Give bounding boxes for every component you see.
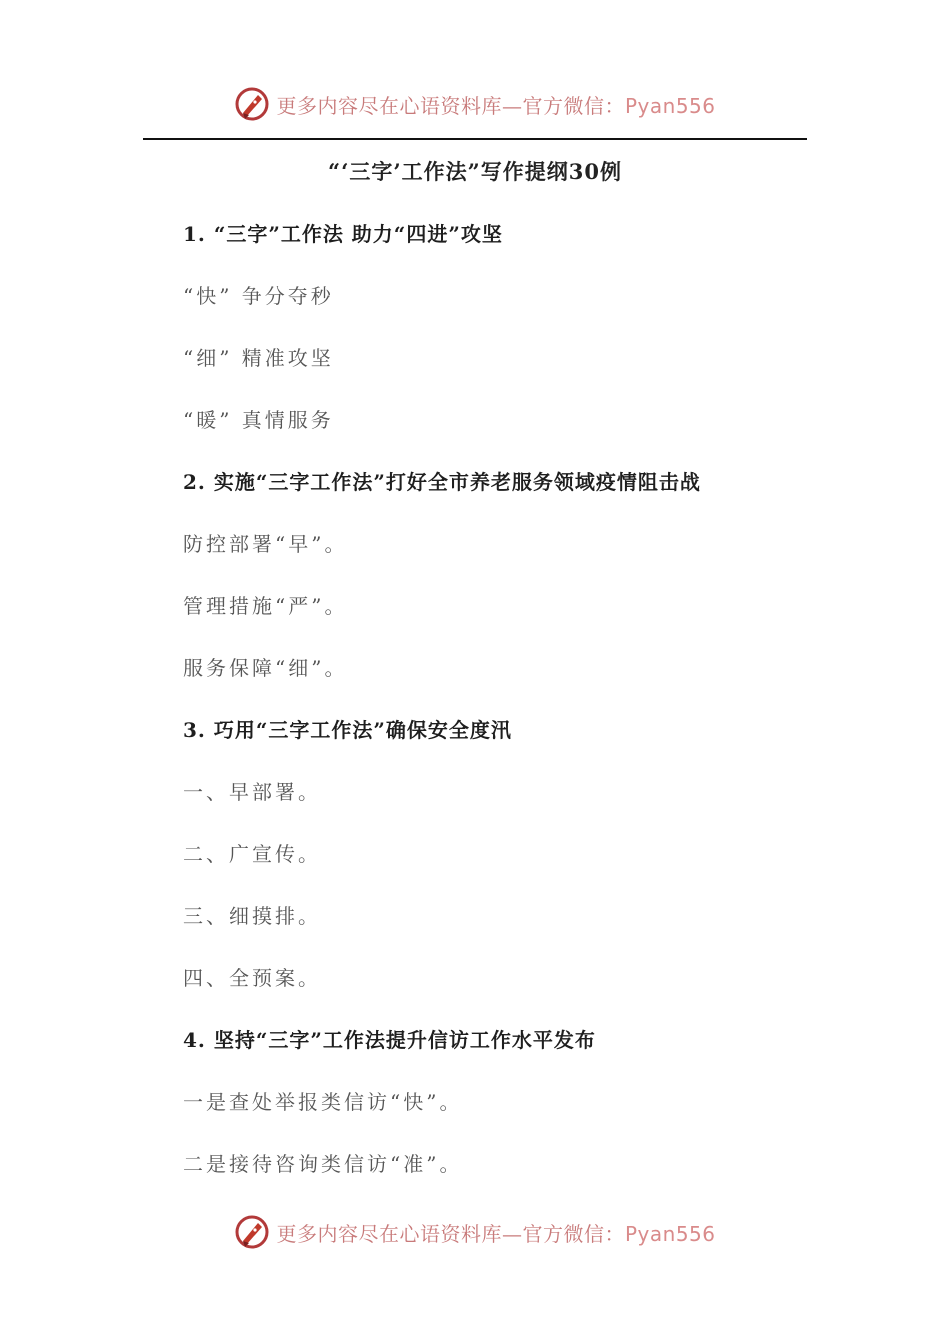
pen-nib-logo-icon [234,1214,270,1250]
section-heading: 4. 坚持“三字”工作法提升信访工作水平发布 [183,1028,596,1052]
list-item: 管理措施“严”。 [183,594,348,618]
section-heading: 3. 巧用“三字工作法”确保安全度汛 [183,718,512,742]
list-item: 防控部署“早”。 [183,532,348,556]
footer-banner [0,1210,950,1254]
list-item: 一是查处举报类信访“快”。 [183,1090,463,1114]
list-item: “细” 精准攻坚 [183,346,334,370]
banner-text: 更多内容尽在心语资料库—官方微信：Pyan556 [276,93,716,118]
section-heading: 1. “三字”工作法 助力“四进”攻坚 [183,222,503,246]
list-item: 服务保障“细”。 [183,656,348,680]
list-item: 三、细摸排。 [183,904,321,928]
section-heading: 2. 实施“三字工作法”打好全市养老服务领域疫情阻击战 [183,470,701,494]
list-item: 四、全预案。 [183,966,321,990]
list-item: “暖” 真情服务 [183,408,334,432]
pen-nib-logo-icon [234,86,270,122]
header-banner [0,82,950,126]
list-item: 一、早部署。 [183,780,321,804]
list-item: 二、广宣传。 [183,842,321,866]
document-body [183,212,823,1204]
banner-text: 更多内容尽在心语资料库—官方微信：Pyan556 [276,1221,716,1246]
list-item: “快” 争分夺秒 [183,284,334,308]
header-divider [143,138,807,140]
document-title: “‘三字’工作法”写作提纲30例 [327,159,622,184]
list-item: 二是接待咨询类信访“准”。 [183,1152,463,1176]
